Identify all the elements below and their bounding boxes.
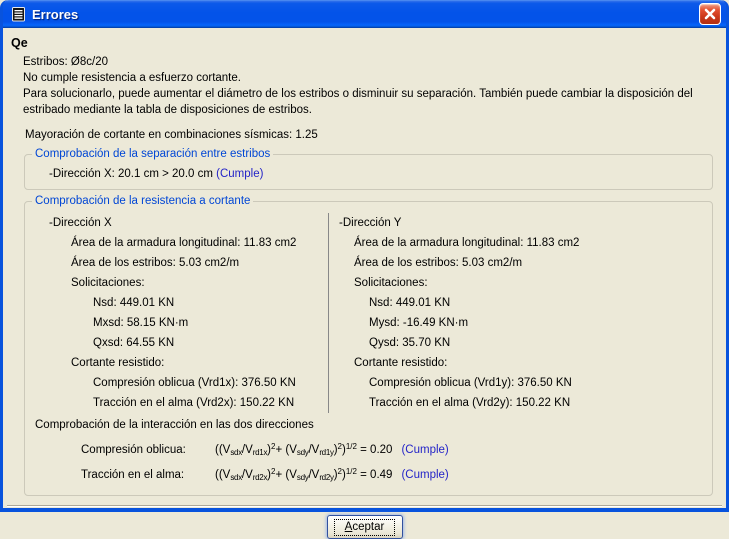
title-bar[interactable]	[3, 0, 726, 28]
solicitacion-value: Qxsd: 64.55 KN	[93, 337, 175, 349]
resistance-groupbox-title: Comprobación de la resistencia a cortante	[32, 194, 253, 209]
resistance-groupbox	[24, 195, 713, 496]
close-button[interactable]	[699, 3, 721, 25]
interaction-row	[35, 437, 706, 462]
window-title: Errores	[32, 6, 79, 22]
cumple-badge: (Cumple)	[401, 469, 449, 481]
area-estribos: Área de los estribos: 5.03 cm2/m	[71, 257, 240, 269]
element-code: Qe	[11, 36, 28, 50]
cortante-label: Cortante resistido:	[354, 357, 448, 369]
solicitacion-value: Nsd: 449.01 KN	[93, 297, 175, 309]
direction-label: -Dirección Y	[339, 217, 402, 229]
direction-columns	[25, 213, 712, 413]
interaction-formula: $((V_{sdx}/V_{rd1x})^2+ (V_{sdy}/V_{rd1y})^2)^{1/2} = 0.20$	[215, 442, 393, 457]
solicitaciones-label: Solicitaciones:	[71, 277, 145, 289]
area-longitudinal: Área de la armadura longitudinal: 11.83 cm2	[71, 237, 297, 249]
solicitacion-value: Nsd: 449.01 KN	[369, 297, 451, 309]
separation-check-text: -Dirección X: 20.1 cm > 20.0 cm	[49, 168, 213, 180]
close-icon	[704, 8, 716, 20]
cumple-badge: (Cumple)	[216, 168, 264, 180]
solicitacion-value: Mxsd: 58.15 KN·m	[93, 317, 189, 329]
cortante-value: Tracción en el alma (Vrd2y): 150.22 KN	[369, 397, 571, 409]
area-estribos: Área de los estribos: 5.03 cm2/m	[354, 257, 523, 269]
interaction-title: Comprobación de la interacción en las dos direcciones	[35, 419, 314, 431]
button-row	[11, 507, 718, 539]
direction-y-column	[329, 213, 712, 413]
solicitacion-value: Mysd: -16.49 KN·m	[369, 317, 469, 329]
direction-label: -Dirección X	[49, 217, 112, 229]
dialog-content	[3, 28, 726, 533]
interaction-formula: $((V_{sdx}/V_{rd2x})^2+ (V_{sdy}/V_{rd2y})^2)^{1/2} = 0.49$	[215, 467, 393, 482]
interaction-label: Tracción en el alma:	[81, 469, 185, 481]
accept-button[interactable]	[327, 515, 403, 539]
solicitaciones-label: Solicitaciones:	[354, 277, 428, 289]
separation-groupbox	[24, 148, 713, 190]
error-line: No cumple resistencia a esfuerzo cortante.	[23, 72, 241, 84]
advice-line: Para solucionarlo, puede aumentar el diámetro de los estribos o disminuir su separación. También puede cambiar la disposición del estribado mediante la tabla de disposiciones de estribos.	[23, 88, 693, 116]
accept-button-label: Aceptar	[334, 519, 396, 536]
cortante-label: Cortante resistido:	[71, 357, 165, 369]
area-longitudinal: Área de la armadura longitudinal: 11.83 cm2	[354, 237, 580, 249]
cortante-value: Compresión oblicua (Vrd1y): 376.50 KN	[369, 377, 572, 389]
interaction-label: Compresión oblicua:	[81, 444, 186, 456]
separation-groupbox-title: Comprobación de la separación entre estribos	[32, 147, 273, 162]
separation-check-line	[33, 168, 704, 180]
window-icon[interactable]	[10, 6, 27, 23]
interaction-row	[35, 462, 706, 487]
direction-x-column	[25, 213, 329, 413]
cortante-value: Tracción en el alma (Vrd2x): 150.22 KN	[93, 397, 295, 409]
solicitacion-value: Qysd: 35.70 KN	[369, 337, 451, 349]
cortante-value: Compresión oblicua (Vrd1x): 376.50 KN	[93, 377, 296, 389]
estribos-line: Estribos: Ø8c/20	[23, 56, 109, 68]
cumple-badge: (Cumple)	[401, 444, 449, 456]
interaction-section	[25, 413, 712, 487]
mayoracion-line: Mayoración de cortante en combinaciones sísmicas: 1.25	[25, 129, 318, 141]
